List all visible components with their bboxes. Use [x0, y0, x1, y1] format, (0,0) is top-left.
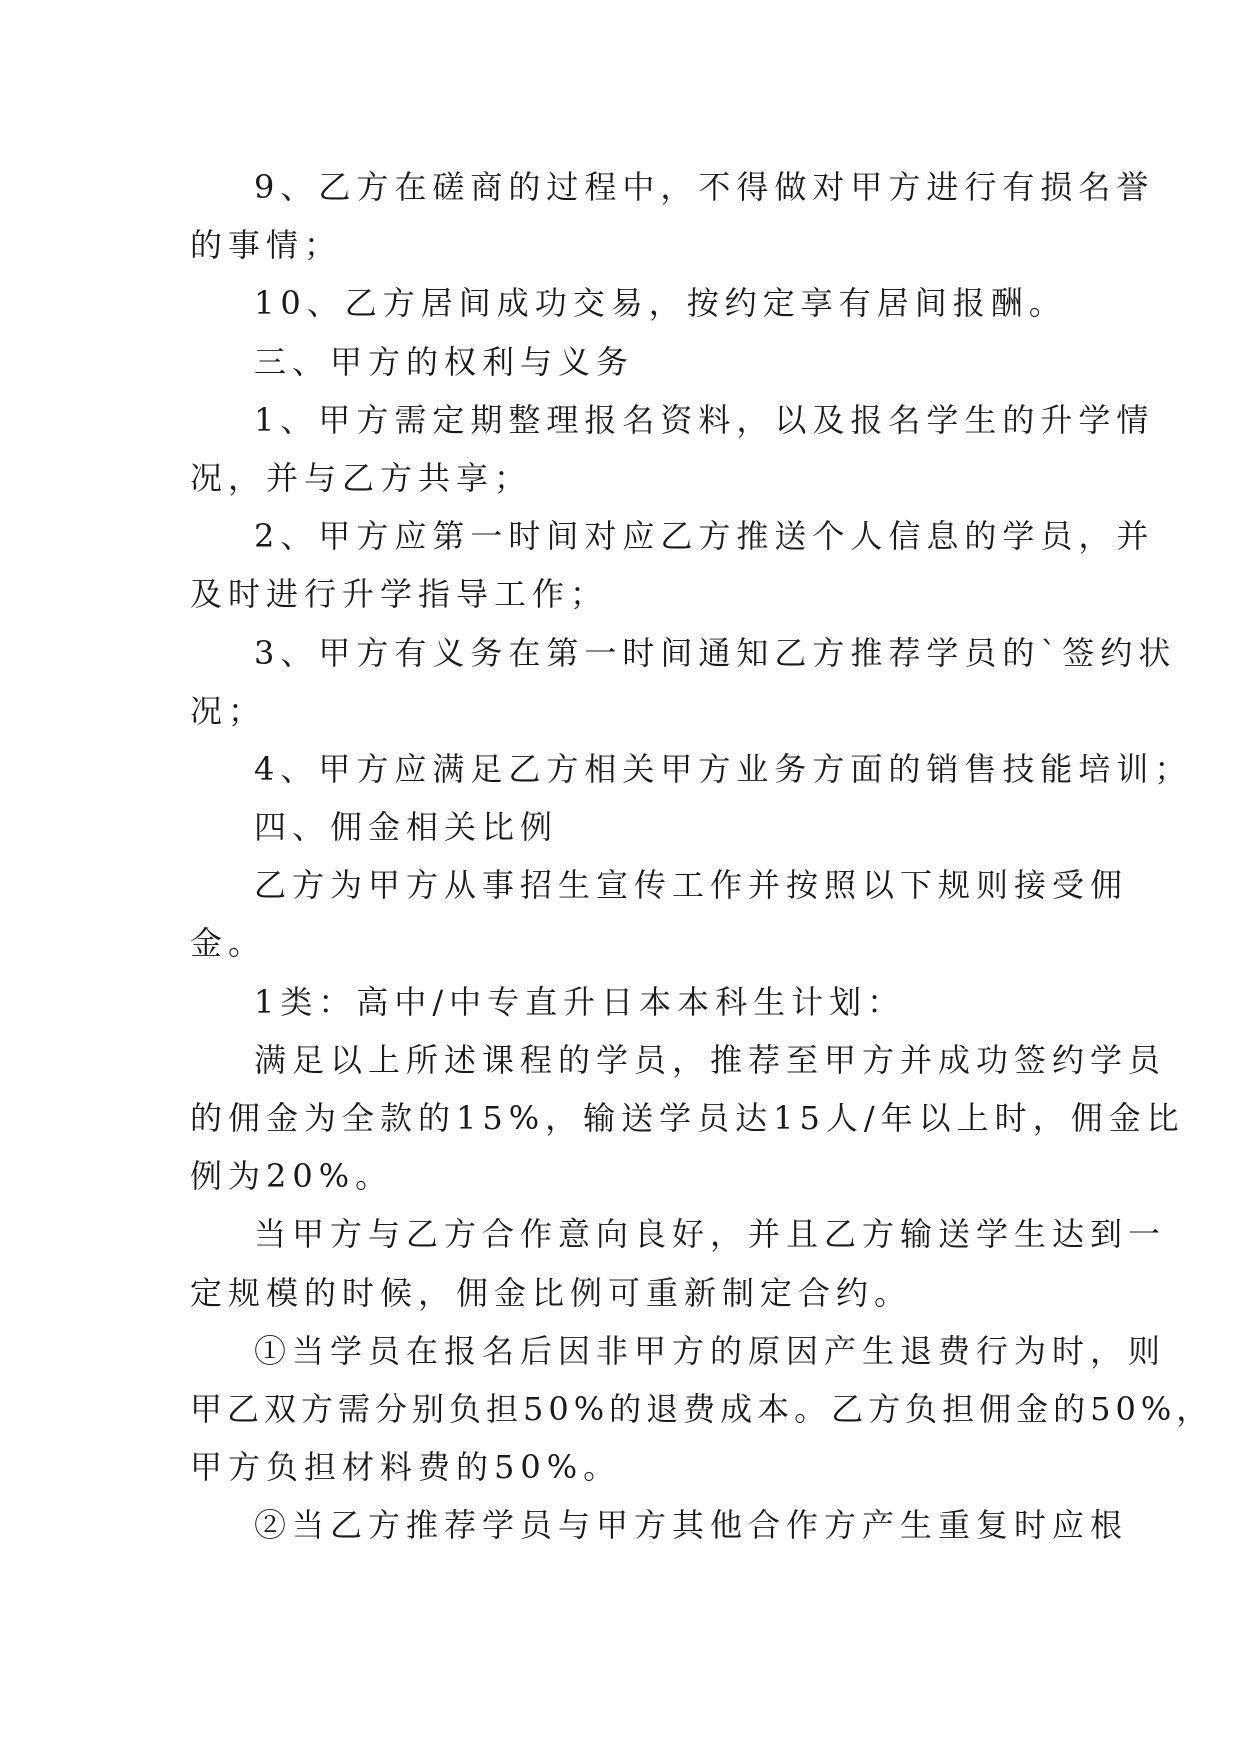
text-line: 10、乙方居间成功交易，按约定享有居间报酬。 [254, 284, 1067, 323]
text-line: ①当学员在报名后因非甲方的原因产生退费行为时，则 [254, 1331, 1167, 1370]
text-line: ②当乙方推荐学员与甲方其他合作方产生重复时应根 [254, 1506, 1129, 1545]
text-line: 9、乙方在磋商的过程中，不得做对甲方进行有损名誉 [254, 168, 1155, 206]
section-heading: 三、甲方的权利与义务 [254, 342, 635, 381]
text-line: 及时进行升学指导工作； [190, 575, 609, 614]
text-line: 乙方为甲方从事招生宣传工作并按照以下规则接受佣 [254, 866, 1129, 905]
text-line: 例为20%。 [190, 1157, 394, 1196]
text-line: 的佣金为全款的15%，输送学员达15人/年以上时，佣金比 [190, 1099, 1185, 1137]
text-line: 满足以上所述课程的学员，推荐至甲方并成功签约学员 [254, 1040, 1167, 1079]
text-line: 况； [190, 691, 267, 730]
text-line: 3、甲方有义务在第一时间通知乙方推荐学员的`签约状 [254, 633, 1177, 672]
text-line: 2、甲方应第一时间对应乙方推送个人信息的学员，并 [254, 517, 1155, 556]
text-line: 1类：高中/中专直升日本本科生计划： [254, 982, 906, 1021]
text-line: 甲乙双方需分别负担50%的退费成本。乙方负担佣金的50%， [190, 1389, 1214, 1428]
text-line: 金。 [190, 924, 267, 963]
document-body [190, 158, 1214, 1555]
section-heading: 四、佣金相关比例 [254, 808, 559, 847]
text-line: 甲方负担材料费的50%。 [190, 1448, 622, 1487]
text-line: 的事情； [190, 226, 343, 265]
text-line: 况，并与乙方共享； [190, 458, 533, 497]
text-line: 1、甲方需定期整理报名资料，以及报名学生的升学情 [254, 400, 1155, 439]
text-line: 当甲方与乙方合作意向良好，并且乙方输送学生达到一 [254, 1215, 1167, 1254]
text-line: 4、甲方应满足乙方相关甲方业务方面的销售技能培训； [254, 749, 1193, 788]
text-line: 定规模的时候，佣金比例可重新制定合约。 [190, 1273, 913, 1312]
